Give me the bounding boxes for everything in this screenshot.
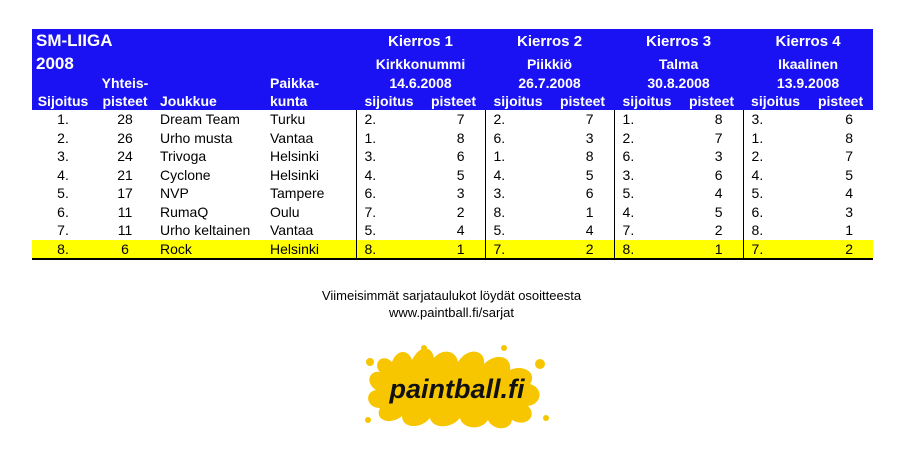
round-4-points-cell: 4	[845, 185, 854, 202]
city-cell: Turku	[270, 111, 306, 128]
round-4-points-cell: 1	[845, 222, 854, 239]
rank-cell: 3.	[57, 148, 69, 165]
standings-table	[32, 29, 873, 260]
round-4-points-cell: 6	[845, 111, 854, 128]
round-1-points-cell: 8	[456, 129, 465, 146]
round-1-rank-cell: 7.	[356, 203, 422, 222]
round-2-rank-cell: 8.	[485, 203, 551, 222]
round-1-rank-header: sijoitus	[356, 92, 422, 110]
round-3-points-header: pisteet	[680, 92, 743, 110]
round-3-rank-cell: 3.	[614, 166, 680, 185]
round-1-place: Kirkkonummi	[356, 53, 485, 74]
header-row-2	[32, 53, 873, 74]
team-cell: RumaQ	[160, 203, 209, 220]
round-2-points-cell: 3	[585, 129, 594, 146]
round-3-points-cell: 4	[714, 185, 723, 202]
season-year: 2008	[32, 53, 356, 74]
round-4-rank-header: sijoitus	[743, 92, 808, 110]
round-3-rank-cell: 2.	[614, 129, 680, 148]
round-3-points-cell: 7	[714, 129, 723, 146]
round-4-rank-cell: 3.	[743, 110, 808, 129]
city-header-top: Paikka-	[266, 74, 356, 92]
table-row	[32, 221, 873, 240]
team-cell: Urho keltainen	[160, 222, 251, 239]
round-2-points-cell: 7	[585, 111, 594, 128]
round-4-rank-cell: 2.	[743, 147, 808, 166]
city-header-bottom: kunta	[266, 92, 356, 110]
round-4-date: 13.9.2008	[743, 74, 873, 92]
round-3-points-cell: 6	[714, 166, 723, 183]
round-1-points-cell: 4	[456, 222, 465, 239]
round-3-rank-cell: 8.	[614, 240, 680, 260]
round-2-rank-cell: 4.	[485, 166, 551, 185]
round-3-points-cell: 3	[714, 148, 723, 165]
round-4-points-cell: 3	[845, 203, 854, 220]
city-cell: Helsinki	[270, 166, 320, 183]
table-row	[32, 240, 873, 260]
round-2-rank-cell: 1.	[485, 147, 551, 166]
header-row-1	[32, 29, 873, 53]
round-2-points-cell: 8	[585, 148, 594, 165]
round-4-points-cell: 8	[845, 129, 854, 146]
round-2-rank-cell: 7.	[485, 240, 551, 260]
round-4-rank-cell: 8.	[743, 221, 808, 240]
round-2-name: Kierros 2	[485, 29, 614, 53]
round-3-rank-cell: 6.	[614, 147, 680, 166]
round-1-rank-cell: 5.	[356, 221, 422, 240]
rank-cell: 6.	[57, 203, 69, 220]
rank-cell: 8.	[32, 240, 94, 260]
footnote-line-1: Viimeisimmät sarjataulukot löydät osoitteesta	[321, 288, 582, 303]
total-points-cell: 24	[117, 148, 133, 165]
team-cell: Dream Team	[160, 111, 240, 128]
round-4-rank-cell: 4.	[743, 166, 808, 185]
table-row	[32, 110, 873, 129]
rank-cell: 4.	[57, 166, 69, 183]
round-2-points-cell: 4	[585, 222, 594, 239]
round-4-points-cell: 5	[845, 166, 854, 183]
city-cell: Vantaa	[270, 129, 314, 146]
round-4-points-cell: 2	[808, 240, 873, 260]
round-2-rank-cell: 2.	[485, 110, 551, 129]
round-2-rank-cell: 6.	[485, 129, 551, 148]
round-2-points-header: pisteet	[551, 92, 614, 110]
total-points-cell: 11	[117, 222, 133, 239]
points-header-bottom: pisteet	[94, 92, 156, 110]
round-2-place: Piikkiö	[485, 53, 614, 74]
round-2-points-cell: 5	[585, 166, 594, 183]
round-3-rank-cell: 7.	[614, 221, 680, 240]
round-4-points-header: pisteet	[808, 92, 873, 110]
round-3-rank-cell: 5.	[614, 184, 680, 203]
team-cell: Urho musta	[160, 129, 233, 146]
total-points-cell: 6	[94, 240, 156, 260]
round-3-points-cell: 8	[714, 111, 723, 128]
round-2-rank-cell: 3.	[485, 184, 551, 203]
points-header-top: Yhteis-	[94, 74, 156, 92]
footnote	[0, 287, 903, 321]
round-1-points-cell: 5	[456, 166, 465, 183]
round-2-rank-cell: 5.	[485, 221, 551, 240]
round-4-rank-cell: 6.	[743, 203, 808, 222]
team-cell: NVP	[160, 185, 189, 202]
league-title: SM-LIIGA	[32, 29, 356, 53]
total-points-cell: 11	[117, 203, 133, 220]
footnote-link[interactable]: www.paintball.fi/sarjat	[389, 305, 514, 320]
round-3-rank-cell: 4.	[614, 203, 680, 222]
round-1-points-cell: 6	[456, 148, 465, 165]
round-1-name: Kierros 1	[356, 29, 485, 53]
team-cell: Trivoga	[160, 148, 207, 165]
city-cell: Vantaa	[270, 222, 314, 239]
header-row-4	[32, 92, 873, 110]
round-1-rank-cell: 4.	[356, 166, 422, 185]
round-4-points-cell: 7	[845, 148, 854, 165]
round-3-points-cell: 2	[714, 222, 723, 239]
standings-sheet	[32, 29, 873, 260]
round-2-rank-header: sijoitus	[485, 92, 551, 110]
total-points-cell: 28	[117, 111, 133, 128]
team-cell: Cyclone	[160, 166, 211, 183]
round-1-points-header: pisteet	[422, 92, 485, 110]
team-cell: Rock	[156, 240, 266, 260]
rank-cell: 2.	[57, 129, 69, 146]
round-3-rank-header: sijoitus	[614, 92, 680, 110]
total-points-cell: 17	[117, 185, 133, 202]
rank-header: Sijoitus	[32, 92, 94, 110]
city-cell: Oulu	[270, 203, 300, 220]
round-4-rank-cell: 5.	[743, 184, 808, 203]
round-1-rank-cell: 1.	[356, 129, 422, 148]
round-3-rank-cell: 1.	[614, 110, 680, 129]
round-3-points-cell: 1	[680, 240, 743, 260]
paintball-logo	[362, 342, 552, 432]
total-points-cell: 21	[117, 166, 133, 183]
rank-cell: 7.	[57, 222, 69, 239]
round-4-rank-cell: 7.	[743, 240, 808, 260]
round-2-points-cell: 1	[585, 203, 594, 220]
round-2-points-cell: 2	[551, 240, 614, 260]
round-4-place: Ikaalinen	[743, 53, 873, 74]
table-row	[32, 166, 873, 185]
table-row	[32, 129, 873, 148]
round-3-name: Kierros 3	[614, 29, 743, 53]
total-points-cell: 26	[117, 129, 133, 146]
round-1-rank-cell: 3.	[356, 147, 422, 166]
city-cell: Helsinki	[270, 148, 320, 165]
table-row	[32, 203, 873, 222]
round-1-points-cell: 3	[456, 185, 465, 202]
round-3-date: 30.8.2008	[614, 74, 743, 92]
rank-cell: 5.	[57, 185, 69, 202]
table-row	[32, 184, 873, 203]
round-4-name: Kierros 4	[743, 29, 873, 53]
round-1-date: 14.6.2008	[356, 74, 485, 92]
city-cell: Helsinki	[266, 240, 356, 260]
round-1-points-cell: 1	[422, 240, 485, 260]
round-2-date: 26.7.2008	[485, 74, 614, 92]
round-3-place: Talma	[614, 53, 743, 74]
city-cell: Tampere	[270, 185, 325, 202]
round-2-points-cell: 6	[585, 185, 594, 202]
logo-text: paintball.fi	[389, 374, 525, 404]
standings-body	[32, 110, 873, 259]
round-1-rank-cell: 8.	[356, 240, 422, 260]
round-3-points-cell: 5	[714, 203, 723, 220]
round-4-rank-cell: 1.	[743, 129, 808, 148]
round-1-rank-cell: 2.	[356, 110, 422, 129]
team-header: Joukkue	[156, 92, 266, 110]
round-1-points-cell: 2	[456, 203, 465, 220]
rank-cell: 1.	[57, 111, 69, 128]
table-row	[32, 147, 873, 166]
round-1-points-cell: 7	[456, 111, 465, 128]
header-row-3	[32, 74, 873, 92]
round-1-rank-cell: 6.	[356, 184, 422, 203]
